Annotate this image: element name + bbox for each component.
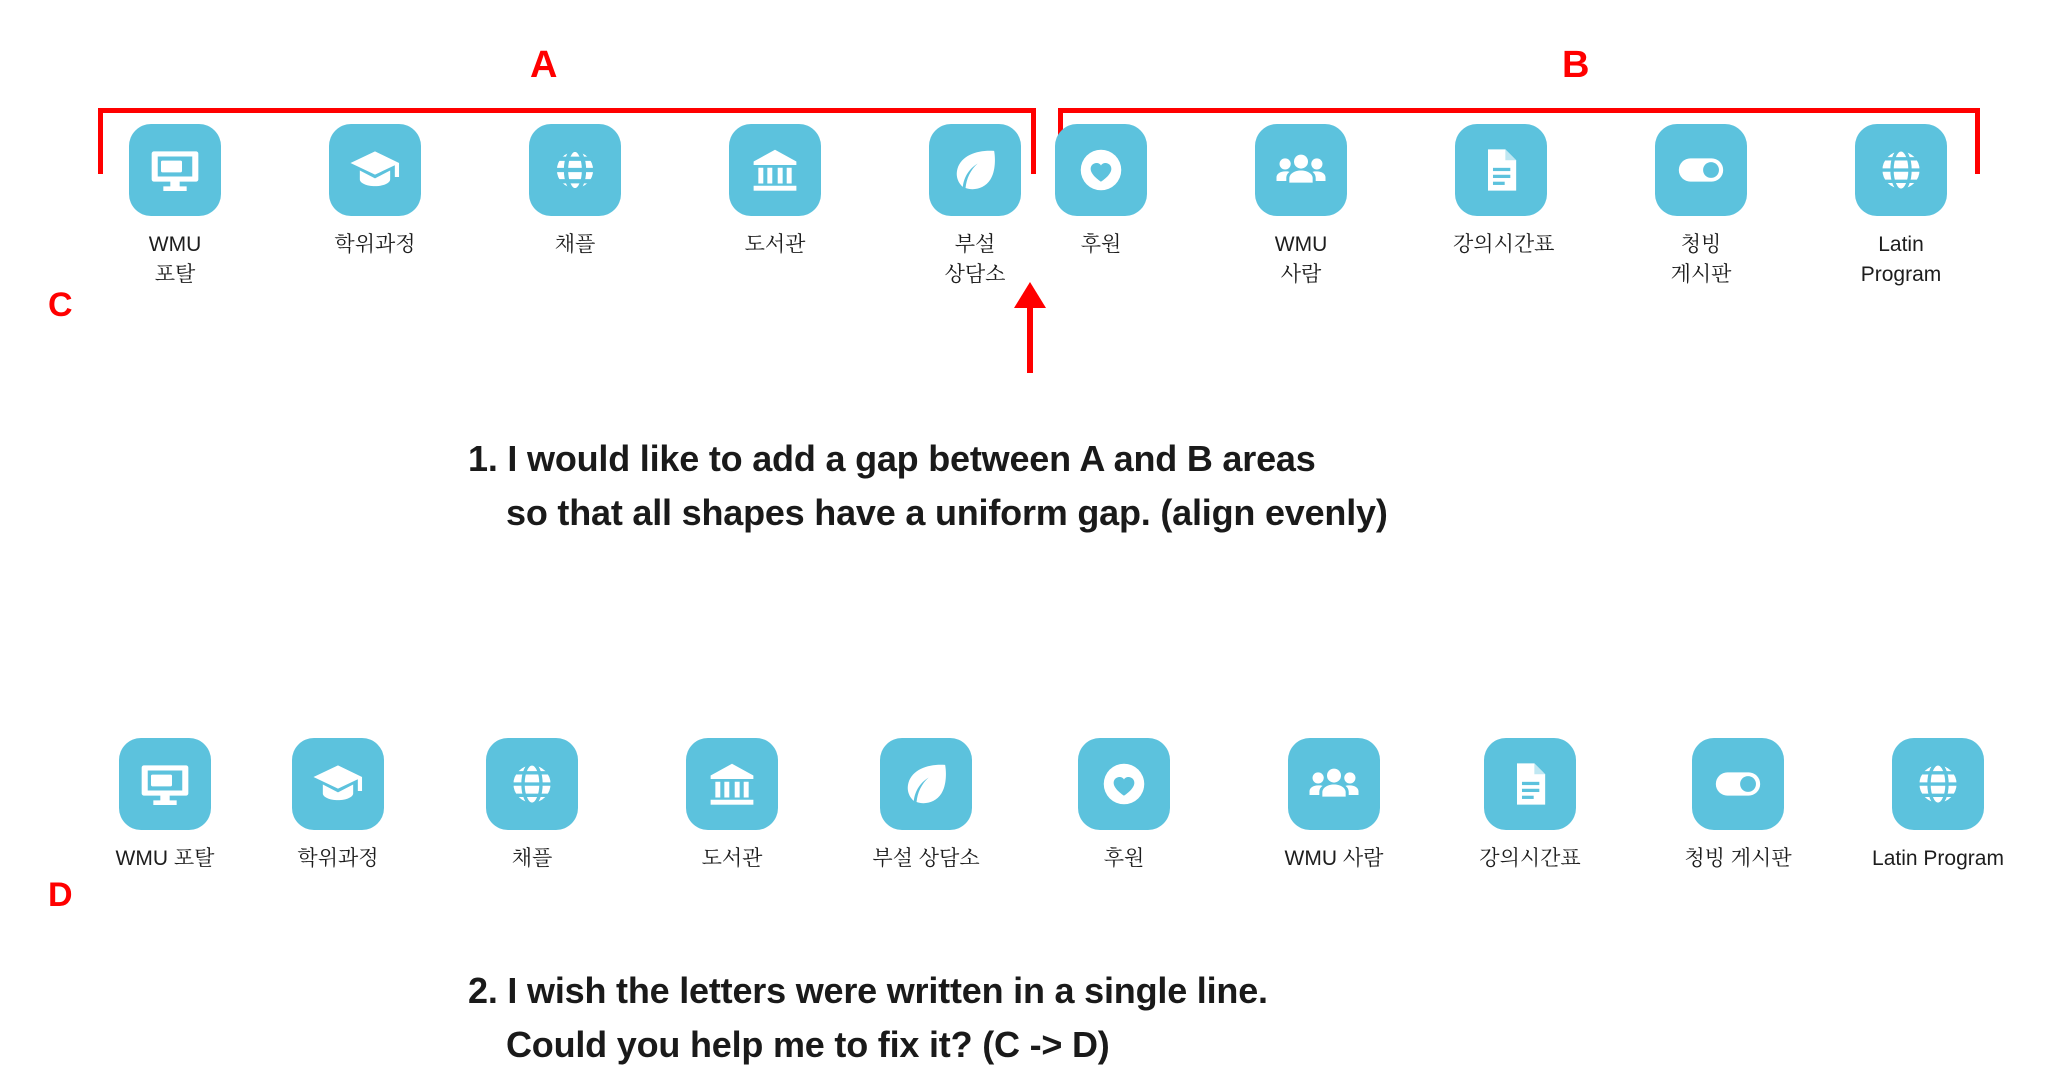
icon-item-d-6[interactable] xyxy=(1034,738,1214,871)
bank-icon[interactable] xyxy=(642,738,822,830)
icon-item-c-10[interactable] xyxy=(1826,124,1976,290)
bank-icon[interactable] xyxy=(700,124,850,216)
icon-label: Latin Program xyxy=(1860,233,1942,286)
graduation-cap-icon[interactable] xyxy=(248,738,428,830)
request-2-line-1: 2. I wish the letters were written in a single line. xyxy=(468,970,1268,1011)
request-2 xyxy=(468,964,1268,1072)
icon-item-d-9[interactable] xyxy=(1648,738,1828,871)
icon-label: 도서관 xyxy=(701,847,763,870)
document-icon[interactable] xyxy=(1440,738,1620,830)
icon-item-d-1[interactable] xyxy=(75,738,255,871)
request-2-line-2: Could you help me to fix it? (C -> D) xyxy=(506,1024,1110,1065)
icon-row-c xyxy=(100,124,1980,334)
icon-label: WMU 포탈 xyxy=(115,847,215,870)
request-1-line-2: so that all shapes have a uniform gap. (align evenly) xyxy=(506,492,1388,533)
heart-icon[interactable] xyxy=(1026,124,1176,216)
globe-icon[interactable] xyxy=(1826,124,1976,216)
icon-item-d-8[interactable] xyxy=(1440,738,1620,871)
icon-label: 도서관 xyxy=(744,233,806,256)
icon-label: 강의시간표 xyxy=(1453,233,1555,256)
icon-item-c-1[interactable] xyxy=(100,124,250,290)
icon-label: 채플 xyxy=(554,233,596,256)
icon-label: 후원 xyxy=(1103,847,1145,870)
icon-item-c-9[interactable] xyxy=(1626,124,1776,290)
annotation-label-c: C xyxy=(48,286,73,324)
request-1 xyxy=(468,432,1388,540)
icon-label: 청빙 게시판 xyxy=(1670,233,1732,286)
icon-label: 채플 xyxy=(511,847,553,870)
annotation-label-a: A xyxy=(530,44,558,86)
icon-label: Latin Program xyxy=(1872,847,2004,870)
toggle-icon[interactable] xyxy=(1626,124,1776,216)
icon-item-c-6[interactable] xyxy=(1026,124,1176,260)
icon-label: 학위과정 xyxy=(334,233,416,256)
leaf-icon[interactable] xyxy=(836,738,1016,830)
icon-item-d-10[interactable] xyxy=(1848,738,2028,871)
icon-label: 후원 xyxy=(1080,233,1122,256)
people-icon[interactable] xyxy=(1244,738,1424,830)
monitor-icon[interactable] xyxy=(100,124,250,216)
icon-label: WMU 사람 xyxy=(1284,847,1384,870)
icon-item-c-7[interactable] xyxy=(1226,124,1376,290)
icon-item-d-4[interactable] xyxy=(642,738,822,871)
graduation-cap-icon[interactable] xyxy=(300,124,450,216)
icon-item-d-7[interactable] xyxy=(1244,738,1424,871)
icon-item-c-4[interactable] xyxy=(700,124,850,260)
toggle-icon[interactable] xyxy=(1648,738,1828,830)
people-icon[interactable] xyxy=(1226,124,1376,216)
icon-label: WMU 포탈 xyxy=(148,233,202,286)
icon-item-c-8[interactable] xyxy=(1426,124,1576,260)
icon-label: 청빙 게시판 xyxy=(1684,847,1792,870)
icon-label: 부설 상담소 xyxy=(944,233,1006,286)
heart-icon[interactable] xyxy=(1034,738,1214,830)
monitor-icon[interactable] xyxy=(75,738,255,830)
icon-label: 부설 상담소 xyxy=(872,847,980,870)
globe-icon[interactable] xyxy=(442,738,622,830)
icon-label: 학위과정 xyxy=(297,847,379,870)
icon-item-d-2[interactable] xyxy=(248,738,428,871)
annotation-label-d: D xyxy=(48,876,73,914)
icon-row-d xyxy=(100,738,2004,918)
icon-item-d-3[interactable] xyxy=(442,738,622,871)
icon-label: WMU 사람 xyxy=(1274,233,1328,286)
document-icon[interactable] xyxy=(1426,124,1576,216)
request-1-line-1: 1. I would like to add a gap between A and B areas xyxy=(468,438,1316,479)
icon-item-c-3[interactable] xyxy=(500,124,650,260)
globe-icon[interactable] xyxy=(500,124,650,216)
globe-icon[interactable] xyxy=(1848,738,2028,830)
icon-item-d-5[interactable] xyxy=(836,738,1016,871)
annotation-label-b: B xyxy=(1562,44,1590,86)
icon-item-c-2[interactable] xyxy=(300,124,450,260)
icon-label: 강의시간표 xyxy=(1479,847,1581,870)
